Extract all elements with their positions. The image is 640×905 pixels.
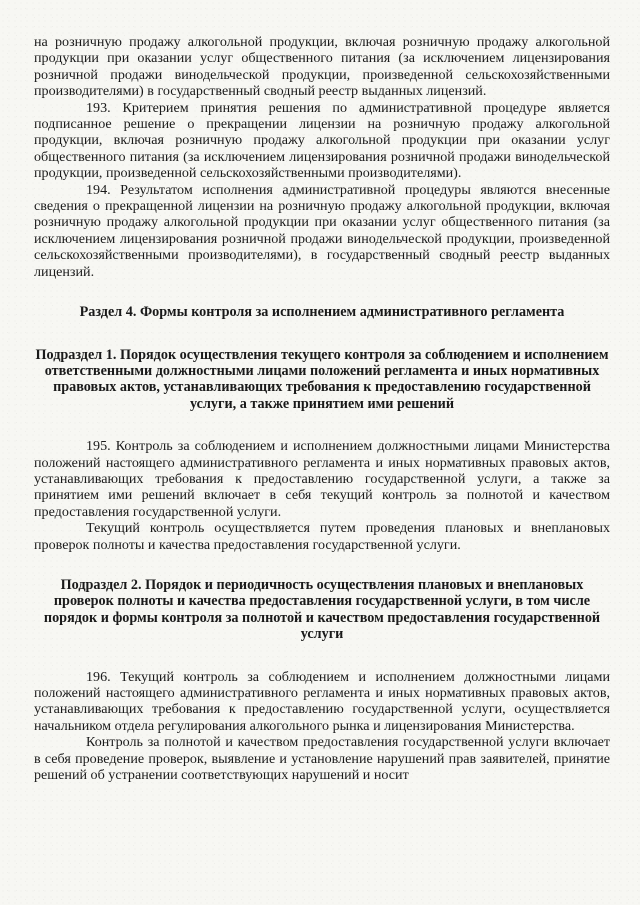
paragraph-quality-control: Контроль за полнотой и качеством предоставления государственной услуги включает в себя проведение проверок, выявление и установление нарушений прав заявителей, принятие решений об устранении соответствующих нарушений и носит xyxy=(34,734,610,784)
paragraph-196: 196. Текущий контроль за соблюдением и исполнением должностными лицами положений настоящего административного регламента и иных нормативных правовых актов, устанавливающих требования к предоставлению государственной услуги, осуществляется начальником отдела регулирования алкогольного рынка и лицензирования Министерства. xyxy=(34,668,610,734)
section-4-heading: Раздел 4. Формы контроля за исполнением административного регламента xyxy=(79,304,565,321)
paragraph-current-control: Текущий контроль осуществляется путем проведения плановых и внеплановых проверок полноты и качества предоставления государственной услуги. xyxy=(34,520,610,553)
paragraph-195: 195. Контроль за соблюдением и исполнением должностными лицами Министерства положений настоящего административного регламента и иных нормативных правовых актов, устанавливающих требования к предоставлению государственной услуги, а также за принятием ими решений включает в себя текущий контроль за полнотой и качеством предоставления государственной услуги. xyxy=(34,438,610,520)
paragraph-194: 194. Результатом исполнения административной процедуры являются внесенные сведения о прекращенной лицензии на розничную продажу алкогольной продукции, включая розничную продажу алкогольной продукции при оказании услуг общественного питания (за исключением лицензирования розничной продажи винодельческой продукции, произведенной сельскохозяйственными производителями), в государственный сводный реестр выданных лицензий. xyxy=(34,181,610,280)
subsection-1-heading: Подраздел 1. Порядок осуществления текущего контроля за соблюдением и исполнением ответственными должностными лицами положений регламента и иных нормативных правовых актов, устанавливающих требования к предоставлению государственной услуги, а также принятием ими решений xyxy=(35,346,609,412)
subsection-2-heading: Подраздел 2. Порядок и периодичность осуществления плановых и внеплановых проверок полноты и качества предоставления государственной услуги, в том числе порядок и формы контроля за полнотой и качеством предоставления государственной услуги xyxy=(43,576,601,643)
paragraph-193: 193. Критерием принятия решения по административной процедуре является подписанное решение о прекращении лицензии на розничную продажу алкогольной продукции, включая розничную продажу алкогольной продукции при оказании услуг общественного питания (за исключением лицензирования розничной продажи винодельческой продукции, произведенной сельскохозяйственными производителями). xyxy=(34,99,610,182)
paragraph-continuation: на розничную продажу алкогольной продукции, включая розничную продажу алкогольной продукции при оказании услуг общественного питания (за исключением лицензирования розничной продажи винодельческой продукции, произведенной сельскохозяйственными производителями) в государственный сводный реестр выданных лицензий. xyxy=(34,34,610,100)
